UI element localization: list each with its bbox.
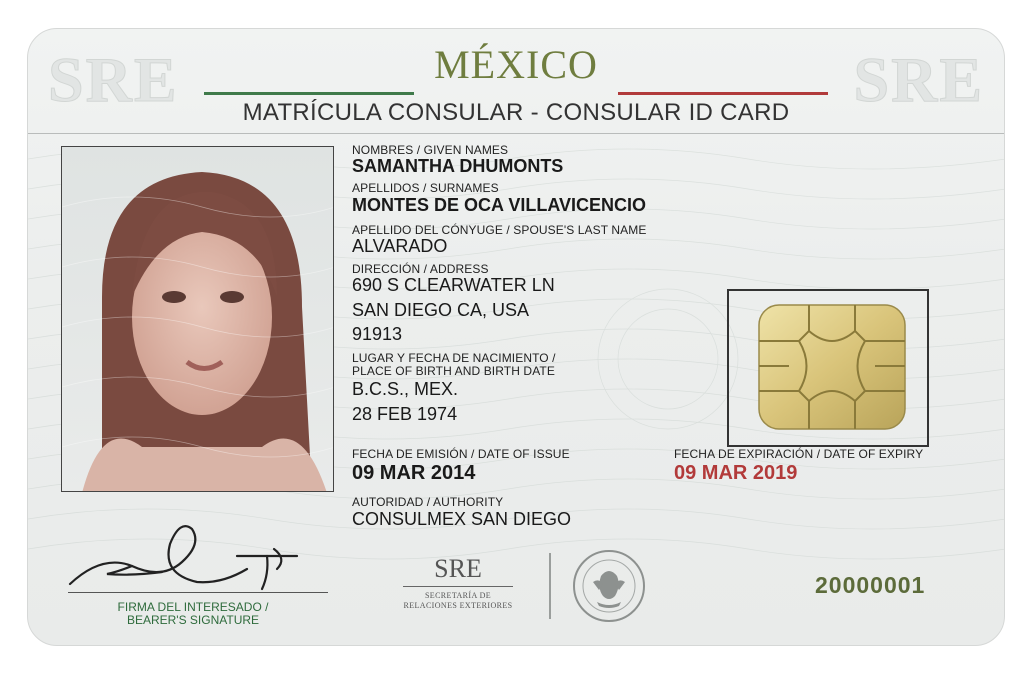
surnames-value: MONTES DE OCA VILLAVICENCIO <box>352 195 647 215</box>
handwritten-signature <box>62 514 342 594</box>
sre-logo <box>383 554 533 611</box>
issue-date-value: 09 MAR 2014 <box>352 462 476 484</box>
birth-place: B.C.S., MEX. <box>352 379 459 399</box>
chip-frame <box>727 289 929 447</box>
sre-logo-sub-1: SECRETARÍA DE <box>424 591 492 600</box>
birth-label-line-2: PLACE OF BIRTH AND BIRTH DATE <box>352 364 555 378</box>
portrait-image <box>62 147 334 492</box>
flag-stripe-red <box>618 92 828 95</box>
given-names-value: SAMANTHA DHUMONTS <box>352 156 564 176</box>
flag-stripe-green <box>204 92 414 95</box>
smart-chip-icon <box>729 291 927 445</box>
sre-logo-text: SRE <box>434 554 482 583</box>
logo-separator <box>549 553 551 619</box>
card-subtitle: MATRÍCULA CONSULAR - CONSULAR ID CARD <box>242 99 790 126</box>
expiry-date-label: FECHA DE EXPIRACIÓN / DATE OF EXPIRY <box>674 447 924 461</box>
address-line-3: 91913 <box>352 324 403 344</box>
signature-line <box>68 592 328 593</box>
signature-caption <box>88 601 298 627</box>
header-divider <box>28 133 1004 134</box>
serial-number: 20000001 <box>815 572 926 598</box>
issue-date-label: FECHA DE EMISIÓN / DATE OF ISSUE <box>352 447 570 461</box>
birth-date: 28 FEB 1974 <box>352 404 458 424</box>
signature-caption-line-1: FIRMA DEL INTERESADO / <box>117 600 269 614</box>
expiry-date-value: 09 MAR 2019 <box>674 462 798 484</box>
sre-logo-rule <box>403 586 513 587</box>
spouse-value: ALVARADO <box>352 236 448 256</box>
authority-value: CONSULMEX SAN DIEGO <box>352 509 572 529</box>
sre-watermark-right: SRE <box>853 44 984 115</box>
sre-watermark-left: SRE <box>48 44 179 115</box>
given-names-label: NOMBRES / GIVEN NAMES <box>352 143 509 157</box>
surnames-label: APELLIDOS / SURNAMES <box>352 181 499 195</box>
address-label: DIRECCIÓN / ADDRESS <box>352 262 489 276</box>
address-line-2: SAN DIEGO CA, USA <box>352 300 530 320</box>
id-card <box>27 28 1005 646</box>
birth-label-line-1: LUGAR Y FECHA DE NACIMIENTO / <box>352 351 556 365</box>
authority-label: AUTORIDAD / AUTHORITY <box>352 495 504 509</box>
signature-caption-line-2: BEARER'S SIGNATURE <box>126 613 260 627</box>
country-title: MÉXICO <box>434 42 598 87</box>
address-line-1: 690 S CLEARWATER LN <box>352 275 555 295</box>
holder-photo <box>61 146 334 492</box>
spouse-label: APELLIDO DEL CÓNYUGE / SPOUSE'S LAST NAME <box>352 223 647 237</box>
mexican-eagle-seal-icon <box>571 548 647 624</box>
sre-logo-sub-2: RELACIONES EXTERIORES <box>403 601 513 610</box>
